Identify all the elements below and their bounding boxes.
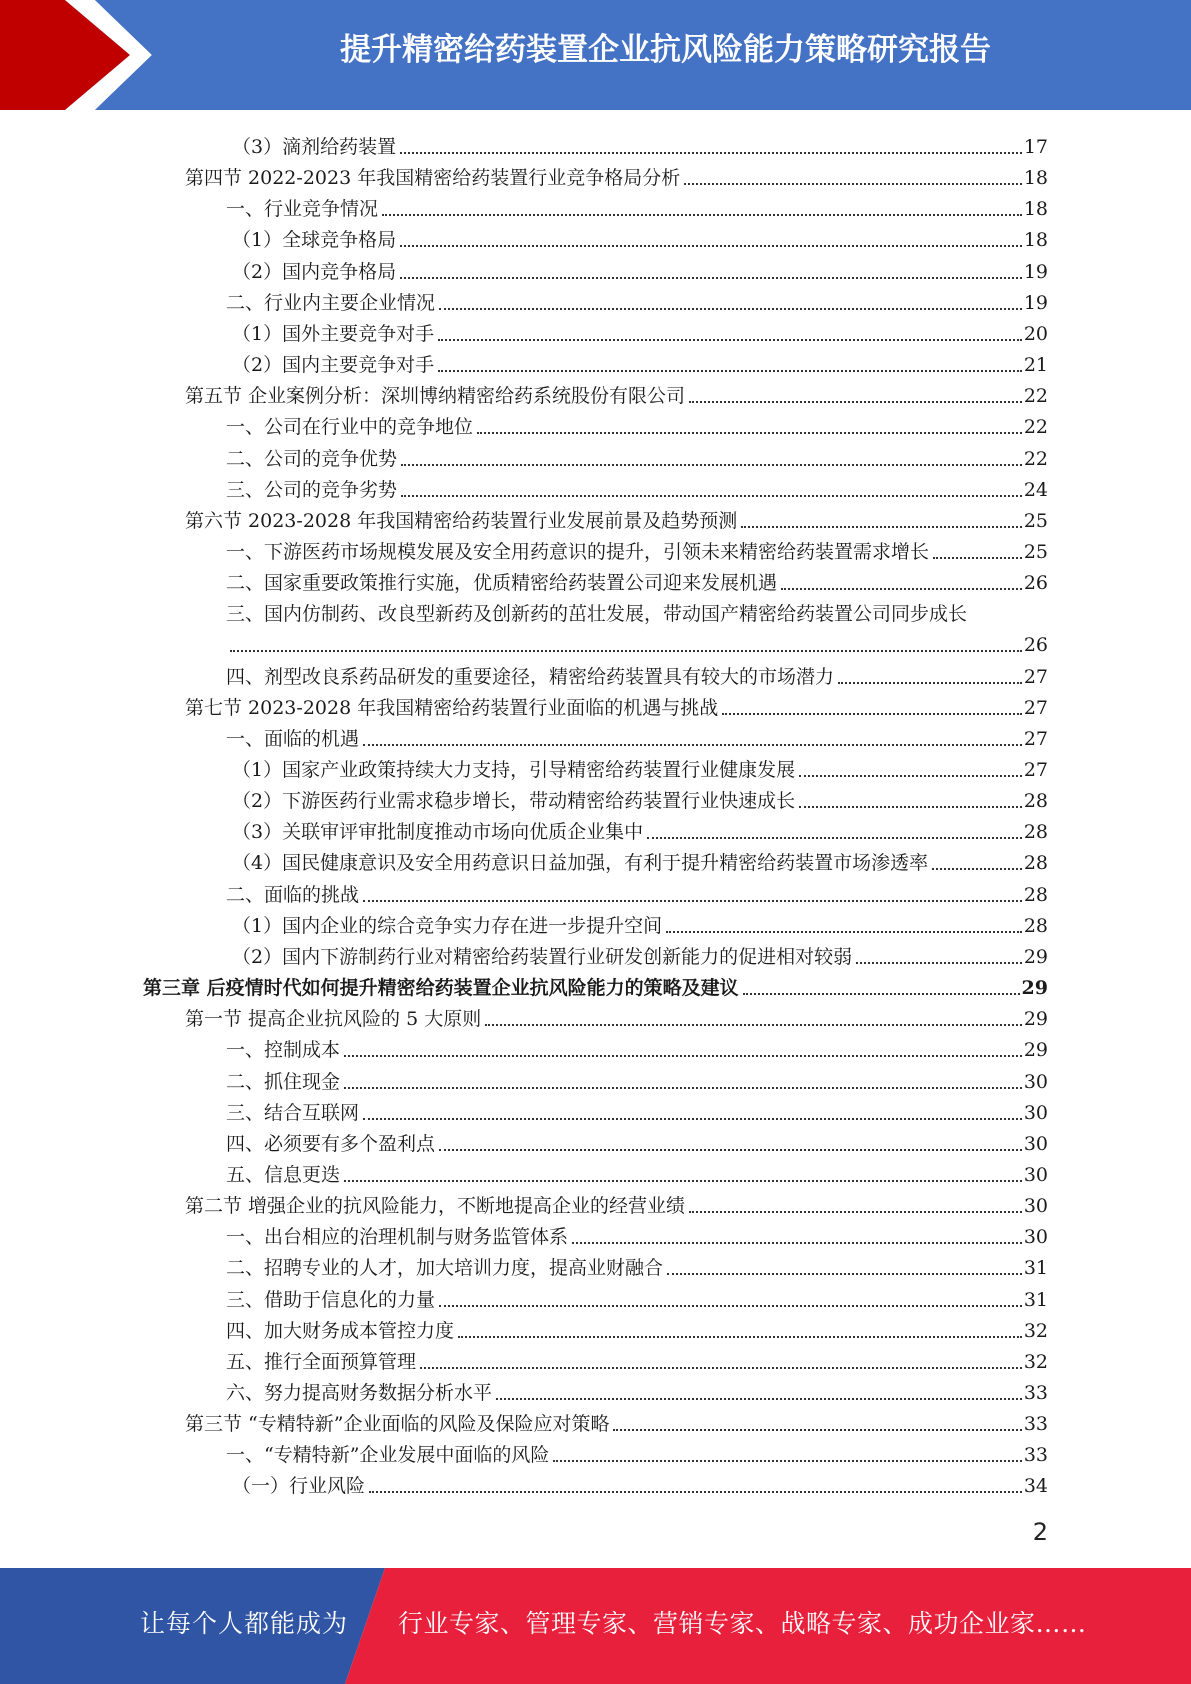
toc-page-number: 33 [1023,1382,1048,1404]
toc-dot-leader [400,277,1022,279]
toc-entry-title: 第七节 2023-2028 年我国精密给药装置行业面临的机遇与挑战 [185,696,719,719]
toc-page-number: 29 [1023,1039,1048,1062]
toc-entry[interactable] [185,1405,1048,1436]
toc-entry[interactable] [226,471,1048,502]
toc-entry-title: 三、借助于信息化的力量 [226,1288,436,1311]
toc-dot-leader [420,1367,1022,1369]
toc-page-number: 21 [1023,354,1048,377]
toc-entry[interactable] [226,626,1048,657]
toc-dot-leader [438,370,1022,372]
toc-entry[interactable] [226,1374,1048,1405]
toc-dot-leader [439,1305,1022,1307]
toc-entry-title: 四、必须要有多个盈利点 [226,1132,436,1155]
toc-entry[interactable] [226,658,1048,689]
toc-entry[interactable] [232,751,1048,782]
toc-dot-leader [932,868,1022,870]
toc-entry[interactable] [226,440,1048,471]
toc-page-number: 18 [1023,167,1048,190]
toc-entry[interactable] [185,159,1048,190]
toc-dot-leader [667,1273,1022,1275]
toc-entry[interactable] [232,1467,1048,1498]
toc-dot-leader [458,1336,1022,1338]
toc-entry-title: 一、行业竞争情况 [226,198,379,221]
toc-dot-leader [344,1180,1022,1182]
toc-page-number: 32 [1023,1319,1048,1342]
toc-dot-leader [689,1211,1022,1213]
toc-page-number: 34 [1023,1475,1048,1498]
toc-dot-leader [933,557,1022,559]
toc-dot-leader [689,401,1022,403]
toc-dot-leader [401,464,1022,466]
toc-entry-title: 第三章 后疫情时代如何提升精密给药装置企业抗风险能力的策略及建议 [143,977,739,1000]
toc-entry-title: 二、抓住现金 [226,1070,341,1093]
toc-page-number: 29 [1021,977,1048,1000]
toc-dot-leader [647,837,1022,839]
toc-dot-leader [799,806,1022,808]
toc-entry[interactable] [232,907,1048,938]
toc-dot-leader [856,962,1022,964]
toc-dot-leader [572,1242,1022,1244]
toc-dot-leader [496,1398,1022,1400]
toc-entry-title: 二、面临的挑战 [226,883,360,906]
toc-entry[interactable] [226,595,1048,626]
toc-page-number: 25 [1023,509,1048,532]
toc-page-number: 27 [1023,727,1048,750]
toc-entry-title: （1）全球竞争格局 [232,229,397,252]
toc-page-number: 33 [1023,1413,1048,1436]
toc-page-number: 22 [1023,385,1048,408]
toc-entry[interactable] [232,782,1048,813]
toc-dot-leader [344,1087,1022,1089]
page-number: 2 [1032,1518,1048,1546]
toc-entry[interactable] [226,1156,1048,1187]
toc-page-number: 26 [1023,572,1048,595]
toc-entry-title: 一、出台相应的治理机制与财务监管体系 [226,1226,569,1249]
toc-page-number: 18 [1023,229,1048,252]
toc-entry-title: （1）国内企业的综合竞争实力存在进一步提升空间 [232,914,663,937]
toc-dot-leader [838,682,1022,684]
header-banner [0,0,1191,110]
toc-dot-leader [439,308,1022,310]
toc-entry[interactable] [232,346,1048,377]
toc-dot-leader [230,650,1022,652]
toc-entry-title: 三、公司的竞争劣势 [226,478,398,501]
toc-entry-title: （1）国家产业政策持续大力支持，引导精密给药装置行业健康发展 [232,759,796,781]
toc-entry[interactable] [226,720,1048,751]
toc-dot-leader [722,713,1022,715]
toc-page-number: 30 [1023,1195,1048,1218]
toc-page-number: 28 [1023,914,1048,937]
toc-entry[interactable] [226,876,1048,907]
toc-entry[interactable] [226,1281,1048,1312]
toc-page-number: 31 [1023,1257,1048,1280]
toc-entry-title: 第一节 提高企业抗风险的 5 大原则 [185,1008,482,1031]
toc-page-number: 27 [1023,665,1048,688]
toc-entry[interactable] [185,502,1048,533]
toc-dot-leader [363,900,1022,902]
toc-entry-title: （2）国内竞争格局 [232,260,397,283]
toc-page-number: 31 [1023,1288,1048,1311]
toc-dot-leader [344,1055,1022,1057]
toc-entry[interactable] [232,315,1048,346]
toc-entry-title: 第二节 增强企业的抗风险能力，不断地提高企业的经营业绩 [185,1195,686,1218]
toc-dot-leader [438,339,1022,341]
toc-entry[interactable] [232,844,1048,875]
toc-entry-title: 二、招聘专业的人才，加大培训力度，提高业财融合 [226,1257,664,1280]
toc-entry[interactable] [185,1187,1048,1218]
toc-entry-title: 二、行业内主要企业情况 [226,291,436,314]
toc-page-number: 28 [1023,821,1048,844]
toc-page-number: 30 [1023,1101,1048,1124]
toc-page-number: 30 [1023,1132,1048,1155]
toc-chapter-entry[interactable] [143,969,1048,1000]
footer-slogan-left: 让每个人都能成为 [140,1609,349,1638]
toc-entry[interactable] [232,221,1048,252]
toc-entry-title: 一、公司在行业中的竞争地位 [226,416,474,439]
toc-page-number: 19 [1023,291,1048,314]
toc-page-number: 17 [1023,136,1048,158]
toc-entry-title: 四、剂型改良系药品研发的重要途径，精密给药装置具有较大的市场潜力 [226,665,835,688]
toc-entry[interactable] [226,533,1048,564]
toc-entry-title: 二、国家重要政策推行实施，优质精密给药装置公司迎来发展机遇 [226,572,778,595]
toc-entry-title: 第五节 企业案例分析：深圳博纳精密给药系统股份有限公司 [185,385,686,408]
toc-page-number: 20 [1023,322,1048,345]
toc-dot-leader [439,1149,1022,1151]
toc-entry-title: 三、结合互联网 [226,1101,360,1124]
toc-dot-leader [485,1024,1022,1026]
toc-entry[interactable] [226,408,1048,439]
toc-page-number: 26 [1023,634,1048,657]
toc-entry-title: 三、国内仿制药、改良型新药及创新药的茁壮发展，带动国产精密给药装置公司同步成长 [226,603,968,626]
toc-page-number: 33 [1023,1444,1048,1467]
toc-entry-title: 六、努力提高财务数据分析水平 [226,1382,493,1404]
toc-page-number: 28 [1023,852,1048,875]
toc-dot-leader [743,993,1020,995]
toc-entry[interactable] [226,1249,1048,1280]
toc-page-number: 25 [1023,540,1048,563]
toc-page-number: 24 [1023,478,1048,501]
toc-entry-title: （4）国民健康意识及安全用药意识日益加强，有利于提升精密给药装置市场渗透率 [232,852,929,875]
toc-entry-title: 第六节 2023-2028 年我国精密给药装置行业发展前景及趋势预测 [185,509,738,532]
toc-entry[interactable] [226,564,1048,595]
toc-entry[interactable] [185,377,1048,408]
toc-page-number: 32 [1023,1350,1048,1373]
toc-entry-title: 五、推行全面预算管理 [226,1350,417,1373]
toc-entry[interactable] [226,1125,1048,1156]
toc-page-number: 29 [1023,1008,1048,1031]
toc-entry[interactable] [226,1312,1048,1343]
toc-dot-leader [400,152,1022,154]
toc-entry[interactable] [232,128,1048,159]
toc-entry[interactable] [185,1000,1048,1031]
toc-dot-leader [363,1118,1022,1120]
toc-entry[interactable] [226,1218,1048,1249]
toc-entry-title: （1）国外主要竞争对手 [232,322,435,345]
toc-dot-leader [613,1429,1021,1431]
toc-entry[interactable] [226,1031,1048,1062]
toc-dot-leader [666,931,1022,933]
toc-entry-title: 第四节 2022-2023 年我国精密给药装置行业竞争格局分析 [185,167,681,190]
toc-dot-leader [781,588,1022,590]
toc-entry[interactable] [232,813,1048,844]
toc-page-number: 29 [1023,945,1048,968]
toc-entry-title: （2）下游医药行业需求稳步增长，带动精密给药装置行业快速成长 [232,790,796,813]
toc-entry[interactable] [185,689,1048,720]
toc-dot-leader [400,245,1022,247]
toc-page-number: 22 [1023,447,1048,470]
toc-entry-title: 二、公司的竞争优势 [226,447,398,470]
toc-entry-title: （3）关联审评审批制度推动市场向优质企业集中 [232,821,644,844]
toc-page-number: 28 [1023,883,1048,906]
toc-dot-leader [741,526,1022,528]
toc-entry[interactable] [226,1436,1048,1467]
toc-page-number: 18 [1023,198,1048,221]
toc-entry-title: 一、面临的机遇 [226,727,360,750]
toc-dot-leader [477,432,1022,434]
toc-page-number: 28 [1023,790,1048,813]
document-title: 提升精密给药装置企业抗风险能力策略研究报告 [340,32,991,68]
toc-dot-leader [553,1460,1021,1462]
toc-entry[interactable] [226,1094,1048,1125]
toc-entry-title: 四、加大财务成本管控力度 [226,1319,455,1342]
toc-page-number: 30 [1023,1070,1048,1093]
toc-entry-title: 一、控制成本 [226,1039,341,1062]
toc-entry[interactable] [232,253,1048,284]
toc-entry-title: 第三节 “专精特新”企业面临的风险及保险应对策略 [185,1413,610,1436]
toc-page-number: 30 [1023,1163,1048,1186]
toc-entry-title: 一、“专精特新”企业发展中面临的风险 [226,1444,550,1467]
toc-dot-leader [369,1491,1022,1493]
toc-dot-leader [363,744,1022,746]
toc-entry[interactable] [226,190,1048,221]
toc-entry[interactable] [226,1063,1048,1094]
footer-slogan-right: 行业专家、管理专家、营销专家、战略专家、成功企业家…… [398,1609,1087,1638]
toc-page-number: 19 [1023,260,1048,283]
toc-dot-leader [684,183,1022,185]
toc-entry[interactable] [226,284,1048,315]
footer-banner [0,1568,1191,1684]
toc-entry-title: （3）滴剂给药装置 [232,136,397,158]
toc-entry-title: 一、下游医药市场规模发展及安全用药意识的提升，引领未来精密给药装置需求增长 [226,540,930,563]
toc-entry[interactable] [226,1343,1048,1374]
toc-page-number: 22 [1023,416,1048,439]
toc-page-number: 27 [1023,759,1048,781]
toc-entry-title: （一）行业风险 [232,1475,366,1498]
toc-dot-leader [382,214,1022,216]
toc-dot-leader [401,495,1022,497]
toc-dot-leader [799,775,1022,777]
toc-entry-title: （2）国内下游制药行业对精密给药装置行业研发创新能力的促进相对较弱 [232,945,853,968]
toc-page-number: 27 [1023,696,1048,719]
toc-page-number: 30 [1023,1226,1048,1249]
toc-entry-title: 五、信息更迭 [226,1163,341,1186]
toc-entry[interactable] [232,938,1048,969]
toc-entry-title: （2）国内主要竞争对手 [232,354,435,377]
